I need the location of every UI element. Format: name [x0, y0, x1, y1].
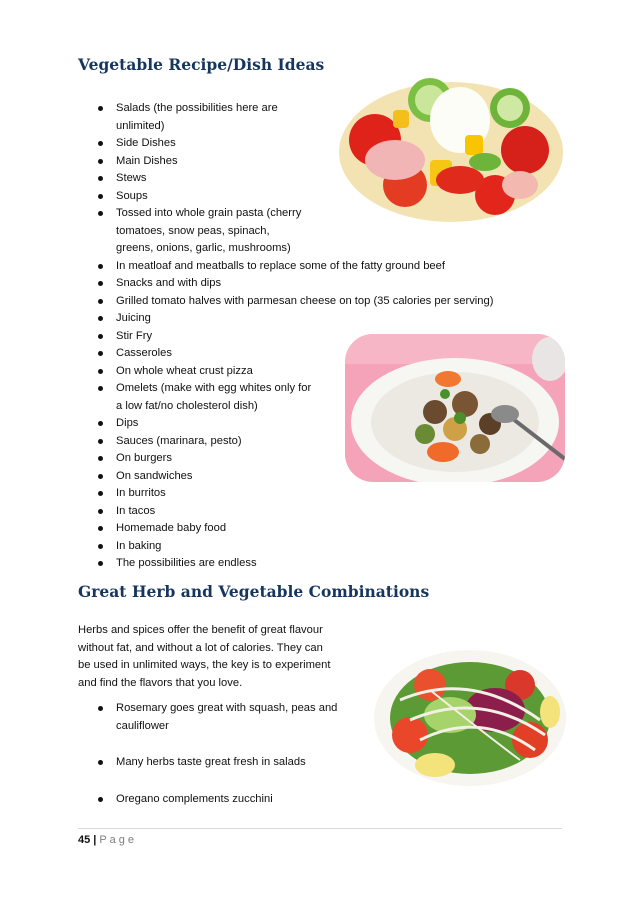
bullet-icon — [98, 474, 103, 479]
section-heading-combinations: Great Herb and Vegetable Combinations — [78, 582, 430, 601]
list-item — [78, 791, 358, 809]
herb-combinations-list — [78, 700, 358, 827]
list-item-text: On burgers — [116, 452, 172, 464]
bullet-icon — [98, 760, 103, 765]
bullet-icon — [98, 106, 103, 111]
footer-separator: | — [93, 834, 97, 846]
bullet-icon — [98, 176, 103, 181]
list-item-text: In tacos — [116, 504, 156, 517]
list-item-text: Soups — [116, 189, 148, 202]
bullet-icon — [98, 706, 103, 711]
page-label: Page — [99, 834, 138, 846]
bullet-icon — [98, 264, 103, 269]
list-item — [78, 293, 538, 311]
list-item-text: The possibilities are endless — [116, 557, 257, 569]
list-item-text: In meatloaf and meatballs to replace some of the fatty ground beef — [116, 259, 445, 272]
bullet-icon — [98, 439, 103, 444]
list-item-text: Homemade baby food — [116, 522, 227, 534]
list-item-text: Stews — [116, 172, 147, 184]
bullet-icon — [98, 526, 103, 531]
list-item — [78, 310, 538, 328]
vegetable-stirfry-photo — [345, 334, 565, 482]
bullet-icon — [98, 509, 103, 514]
list-item — [78, 503, 538, 521]
page-number: 45 — [78, 834, 91, 846]
list-item-text: Juicing — [116, 312, 151, 324]
bullet-icon — [98, 334, 103, 339]
bullet-icon — [98, 421, 103, 426]
bullet-icon — [98, 369, 103, 374]
list-item-text: In baking — [116, 539, 162, 552]
list-item-text: Tossed into whole grain pasta (cherry tomatoes, snow peas, spinach, greens, onions, garlic, mushrooms) — [116, 207, 302, 254]
bullet-icon — [98, 159, 103, 164]
bullet-icon — [98, 491, 103, 496]
bullet-icon — [98, 211, 103, 216]
bullet-icon — [98, 561, 103, 566]
list-item-text: On sandwiches — [116, 469, 193, 482]
bullet-icon — [98, 386, 103, 391]
bullet-icon — [98, 299, 103, 304]
list-item — [78, 520, 538, 538]
herb-salad-photo — [370, 640, 570, 790]
list-item-text: Many herbs taste great fresh in salads — [116, 756, 306, 768]
list-item-text: In burritos — [116, 487, 166, 499]
salad-photo — [335, 70, 567, 228]
list-item — [78, 538, 538, 556]
bullet-icon — [98, 797, 103, 802]
list-item-text: Dips — [116, 417, 139, 429]
bullet-icon — [98, 544, 103, 549]
list-item-text: Grilled tomato halves with parmesan cheese on top (35 calories per serving) — [116, 294, 494, 307]
list-item-text: Main Dishes — [116, 154, 178, 167]
bullet-icon — [98, 194, 103, 199]
bullet-icon — [98, 351, 103, 356]
footer-divider — [78, 828, 562, 829]
bullet-icon — [98, 141, 103, 146]
list-item — [78, 555, 538, 573]
herbs-paragraph: Herbs and spices offer the benefit of great flavour without fat, and without a lot of calories. They can be used in unlimited ways, the key is to experiment and find the flavors that you love. — [78, 624, 331, 689]
list-item-text: On whole wheat crust pizza — [116, 364, 253, 377]
list-item-text: Side Dishes — [116, 137, 176, 149]
list-item — [78, 700, 358, 735]
list-item-text: Stir Fry — [116, 329, 153, 342]
section-heading-ideas: Vegetable Recipe/Dish Ideas — [78, 55, 325, 74]
page-footer — [78, 834, 137, 846]
list-item — [78, 258, 538, 276]
list-item — [78, 754, 358, 772]
list-item — [78, 275, 538, 293]
list-item-text: Sauces (marinara, pesto) — [116, 434, 242, 447]
bullet-icon — [98, 281, 103, 286]
list-item-text: Oregano complements zucchini — [116, 792, 273, 805]
list-item-text: Salads (the possibilities here are unlimited) — [116, 102, 278, 132]
bullet-icon — [98, 456, 103, 461]
list-item-text: Omelets (make with egg whites only for a low fat/no cholesterol dish) — [116, 382, 312, 412]
list-item — [78, 485, 538, 503]
list-item-text: Casseroles — [116, 347, 172, 359]
bullet-icon — [98, 316, 103, 321]
list-item-text: Rosemary goes great with squash, peas and cauliflower — [116, 702, 338, 732]
list-item-text: Snacks and with dips — [116, 277, 222, 289]
